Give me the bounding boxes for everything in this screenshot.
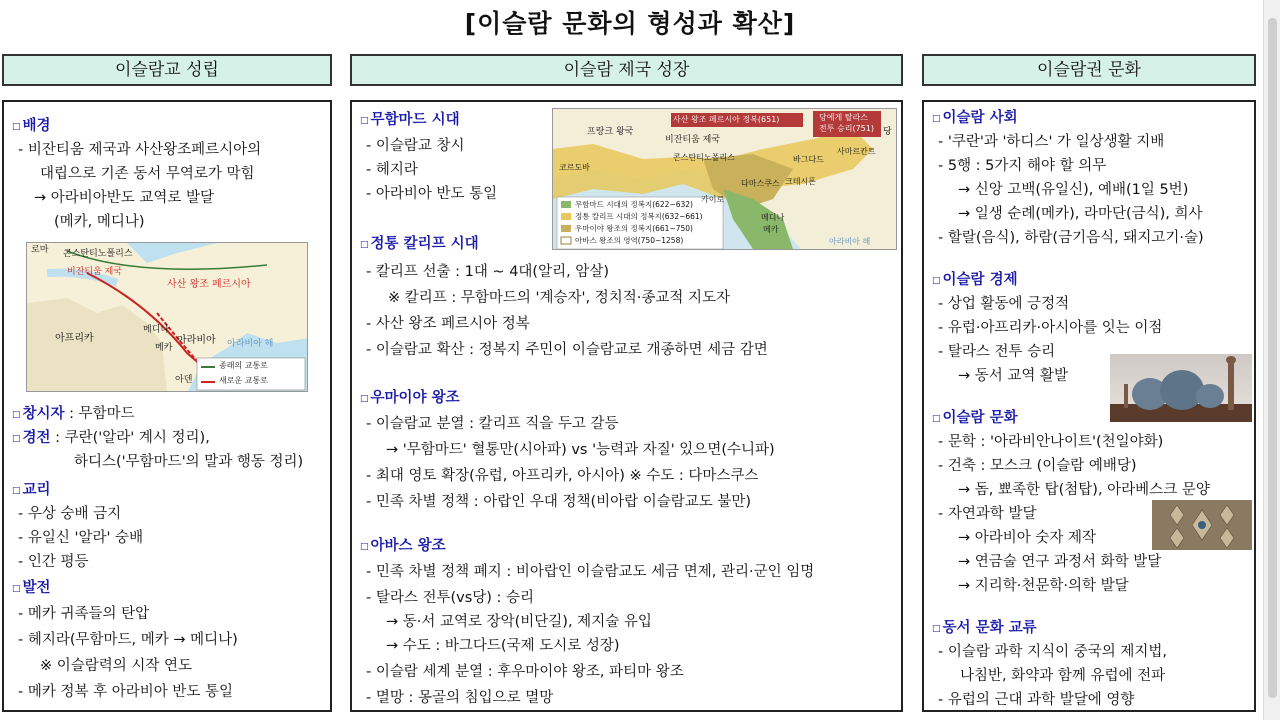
arabesque-photo bbox=[1152, 500, 1252, 550]
header-empire-growth: 이슬람 제국 성장 bbox=[350, 54, 903, 86]
text-line: - 최대 영토 확장(유럽, 아프리카, 아시아) ※ 수도 : 다마스쿠스 bbox=[366, 468, 759, 484]
text-line: - 헤지라 bbox=[366, 162, 418, 178]
section-economy: □ 이슬람 경제 bbox=[932, 272, 1018, 288]
text-line: - 이슬람교 확산 : 정복지 주민이 이슬람교로 개종하면 세금 감면 bbox=[366, 342, 768, 358]
text-line: - 이슬람 세계 분열 : 후우마이야 왕조, 파티마 왕조 bbox=[366, 664, 684, 680]
text-line: - 이슬람 과학 지식이 중국의 제지법, bbox=[938, 644, 1167, 660]
text-line: → 일생 순례(메카), 라마단(금식), 희사 bbox=[958, 206, 1203, 222]
map-label: 다마스쿠스 bbox=[741, 179, 780, 188]
text-line: → 동서 교역 활발 bbox=[958, 368, 1069, 384]
map-legend: 우마이야 왕조의 정복지(661~750) bbox=[575, 224, 693, 233]
text-line: - 문학 : '아라비안나이트'(천일야화) bbox=[938, 434, 1164, 450]
text-line: → 지리학·천문학·의학 발달 bbox=[958, 578, 1129, 594]
text-line: - 이슬람교 분열 : 칼리프 직을 두고 갈등 bbox=[366, 416, 619, 432]
text-line: - 우상 숭배 금지 bbox=[18, 506, 122, 522]
map-label: 코르도바 bbox=[559, 163, 590, 172]
text-line: → 동·서 교역로 장악(비단길), 제지술 유입 bbox=[386, 614, 652, 630]
text-line: - 민족 차별 정책 : 아랍인 우대 정책(비아랍 이슬람교도 불만) bbox=[366, 494, 752, 510]
map-legend: 종래의 교통로 bbox=[219, 361, 268, 370]
panel-founding bbox=[2, 100, 332, 712]
text-line: → 신앙 고백(유일신), 예배(1일 5번) bbox=[958, 182, 1189, 198]
header-islam-culture: 이슬람권 문화 bbox=[922, 54, 1256, 86]
text-line: - 칼리프 선출 : 1대 ~ 4대(알리, 암살) bbox=[366, 264, 609, 280]
text-line: → 아라비아 숫자 제작 bbox=[958, 530, 1097, 546]
map-label: 아프리카 bbox=[55, 333, 94, 344]
text-line: 대립으로 기존 동서 무역로가 막힘 bbox=[40, 166, 255, 182]
text-line: - 사산 왕조 페르시아 정복 bbox=[366, 316, 530, 332]
map-callout: 전투 승리(751) bbox=[819, 124, 874, 133]
map-label: 아덴 bbox=[175, 375, 193, 385]
map-callout: 사산 왕조 페르시아 정복(651) bbox=[673, 115, 780, 124]
text-line: → 아라비아반도 교역로 발달 bbox=[34, 190, 215, 206]
map-legend: 새로운 교통로 bbox=[219, 376, 268, 385]
section-society: □ 이슬람 사회 bbox=[932, 110, 1018, 126]
map-label: 사산 왕조 페르시아 bbox=[167, 279, 251, 290]
map-callout: 당에게 탈라스 bbox=[819, 113, 868, 122]
page-title: [이슬람 문화의 형성과 확산] bbox=[464, 9, 796, 38]
map-label: 카이로 bbox=[701, 195, 725, 204]
text-line: - 메카 정복 후 아라비아 반도 통일 bbox=[18, 684, 233, 700]
text-line: → 돔, 뾰족한 탑(첨탑), 아라베스크 문양 bbox=[958, 482, 1210, 498]
text-line: → '무함마드' 혈통만(시아파) vs '능력과 자질' 있으면(수니파) bbox=[386, 442, 775, 458]
text-line: 하디스('무함마드'의 말과 행동 정리) bbox=[74, 454, 304, 470]
text-line: ※ 칼리프 : 무함마드의 '계승자', 정치적·종교적 지도자 bbox=[388, 290, 731, 306]
text-line: → 연금술 연구 과정서 화학 발달 bbox=[958, 554, 1162, 570]
text-line: - 비잔티움 제국과 사산왕조페르시아의 bbox=[18, 142, 262, 158]
mosque-image bbox=[1110, 354, 1252, 422]
map-legend: 무함마드 시대의 정복지(622~632) bbox=[575, 200, 693, 209]
section-abbasid: □ 아바스 왕조 bbox=[360, 538, 446, 554]
panel-culture bbox=[922, 100, 1256, 712]
map-legend: 아바스 왕조의 영역(750~1258) bbox=[575, 236, 684, 245]
section-exchange: □ 동서 문화 교류 bbox=[932, 620, 1037, 636]
map-label: 메카 bbox=[155, 343, 173, 353]
map-label: 메카 bbox=[763, 225, 779, 234]
trade-route-map bbox=[26, 242, 308, 392]
scrollbar-thumb[interactable] bbox=[1268, 18, 1277, 698]
section-muhammad-era: □ 무함마드 시대 bbox=[360, 112, 460, 128]
text-line: - 헤지라(무함마드, 메카 → 메디나) bbox=[18, 632, 238, 648]
text-line: - 메카 귀족들의 탄압 bbox=[18, 606, 150, 622]
section-doctrine: □ 교리 bbox=[12, 482, 51, 498]
header-islam-founding: 이슬람교 성립 bbox=[2, 54, 332, 86]
map-label: 당 bbox=[883, 127, 892, 137]
text-line: - 5행 : 5가지 해야 할 의무 bbox=[938, 158, 1107, 174]
text-line: 나침반, 화약과 함께 유럽에 전파 bbox=[960, 668, 1166, 684]
text-line: → 수도 : 바그다드(국제 도시로 성장) bbox=[386, 638, 620, 654]
text-line: - 탈라스 전투(vs당) : 승리 bbox=[366, 590, 535, 606]
section-development: □ 발전 bbox=[12, 580, 51, 596]
section-umayyad: □ 우마이야 왕조 bbox=[360, 390, 460, 406]
panel-empire bbox=[350, 100, 903, 712]
section-rashidun: □ 정통 칼리프 시대 bbox=[360, 236, 479, 252]
text-line: - 자연과학 발달 bbox=[938, 506, 1037, 522]
mosque-photo bbox=[1110, 354, 1252, 422]
text-line: - 건축 : 모스크 (이슬람 예배당) bbox=[938, 458, 1137, 474]
map-label: 아라비아 해 bbox=[829, 237, 871, 246]
vertical-scrollbar[interactable] bbox=[1263, 0, 1280, 720]
map-label: 비잔티움 제국 bbox=[665, 135, 721, 145]
arabesque-image bbox=[1152, 500, 1252, 550]
map-label: 콘스탄티노폴리스 bbox=[63, 249, 133, 259]
section-culture: □ 이슬람 문화 bbox=[932, 410, 1018, 426]
map-label: 사마르칸트 bbox=[837, 147, 876, 156]
text-line: ※ 이슬람력의 시작 연도 bbox=[40, 658, 193, 674]
map-label: 아라비아 해 bbox=[227, 339, 274, 349]
text-line: - 이슬람교 창시 bbox=[366, 138, 465, 154]
text-line: - 민족 차별 정책 폐지 : 비아랍인 이슬람교도 세금 면제, 관리·군인 임명 bbox=[366, 564, 815, 580]
map-label: 로마 bbox=[31, 245, 49, 255]
map-label: 크테시폰 bbox=[785, 177, 816, 186]
text-line: - 상업 활동에 긍정적 bbox=[938, 296, 1070, 312]
map-label: 메디나 bbox=[143, 325, 170, 335]
text-line: (메카, 메디나) bbox=[54, 214, 145, 230]
text-line: - 유럽·아프리카·아시아를 잇는 이점 bbox=[938, 320, 1163, 336]
map-label: 바그다드 bbox=[793, 155, 824, 164]
founder-line: □ 창시자 : 무함마드 bbox=[12, 406, 135, 422]
text-line: - 인간 평등 bbox=[18, 554, 89, 570]
text-line: - 탈라스 전투 승리 bbox=[938, 344, 1056, 360]
map-label: 비잔티움 제국 bbox=[67, 267, 123, 277]
map-label: 콘스탄티노폴리스 bbox=[673, 153, 735, 162]
text-line: - 유일신 '알라' 숭배 bbox=[18, 530, 144, 546]
empire-expansion-map bbox=[552, 108, 897, 250]
text-line: - 유럽의 근대 과학 발달에 영향 bbox=[938, 692, 1135, 708]
map-label: 메디나 bbox=[761, 213, 785, 222]
text-line: - 할랄(음식), 하람(금기음식, 돼지고기·술) bbox=[938, 230, 1204, 246]
text-line: - '쿠란'과 '하디스' 가 일상생활 지배 bbox=[938, 134, 1165, 150]
map-label: 프랑크 왕국 bbox=[587, 127, 634, 137]
text-line: - 멸망 : 몽골의 침입으로 멸망 bbox=[366, 690, 554, 706]
text-line: - 아라비아 반도 통일 bbox=[366, 186, 498, 202]
map-label: 아라비아 bbox=[177, 335, 216, 346]
map-legend: 정통 칼리프 시대의 정복지(632~661) bbox=[575, 212, 703, 221]
section-background: □ 배경 bbox=[12, 118, 51, 134]
scripture-line: □ 경전 : 쿠란('알라' 계시 정리), bbox=[12, 430, 210, 446]
